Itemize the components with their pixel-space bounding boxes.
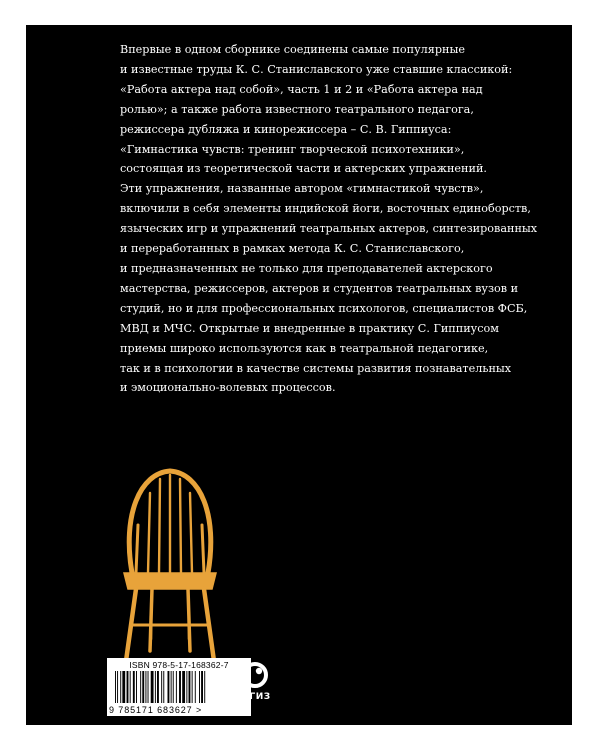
barcode (107, 658, 251, 716)
blurb-line: языческих игр и упражнений театральных актеров, синтезированных (120, 222, 538, 236)
windsor-chair-icon (116, 465, 228, 665)
barcode-bars (115, 671, 243, 703)
blurb-line: и переработанных в рамках метода К. С. Станиславского, (120, 242, 465, 256)
back-cover (26, 25, 572, 725)
blurb-line: «Гимнастика чувств: тренинг творческой психотехники», (120, 142, 465, 156)
blurb-line: студий, но и для профессиональных психологов, специалистов ФСБ, (120, 301, 528, 315)
publisher-mark-icon (242, 662, 268, 688)
blurb-line: и эмоционально-волевых процессов. (120, 381, 336, 395)
blurb-line: ролью»; а также работа известного театрального педагога, (120, 102, 474, 116)
blurb-text (120, 40, 550, 398)
blurb-line: МВД и МЧС. Открытые и внедренные в практику С. Гиппиусом (120, 321, 499, 335)
blurb-line: включили в себя элементы индийской йоги, восточных единоборств, (120, 202, 531, 216)
publisher-name: ОГИЗ (241, 692, 271, 702)
blurb-line: и известные труды К. С. Станиславского уже ставшие классикой: (120, 62, 513, 76)
ean-digits: 9 785171 683627 > (109, 705, 203, 715)
blurb-line: Впервые в одном сборнике соединены самые популярные (120, 43, 465, 56)
blurb-line: состоящая из теоретической части и актерских упражнений. (120, 162, 487, 176)
blurb-line: режиссера дубляжа и кинорежиссера – С. В. Гиппиуса: (120, 122, 452, 136)
blurb-line: Эти упражнения, названные автором «гимнастикой чувств», (120, 182, 484, 196)
blurb-line: мастерства, режиссеров, актеров и студентов театральных вузов и (120, 281, 519, 295)
isbn-label: ISBN 978-5-17-168362-7 (129, 660, 229, 670)
publisher-logo (236, 662, 276, 718)
blurb-line: и предназначенных не только для преподавателей актерского (120, 261, 493, 275)
blurb-line: приемы широко используются как в театральной педагогике, (120, 341, 489, 355)
blurb-line: так и в психологии в качестве системы развития познавательных (120, 361, 512, 375)
blurb-line: «Работа актера над собой», часть 1 и 2 и «Работа актера над (120, 82, 483, 96)
